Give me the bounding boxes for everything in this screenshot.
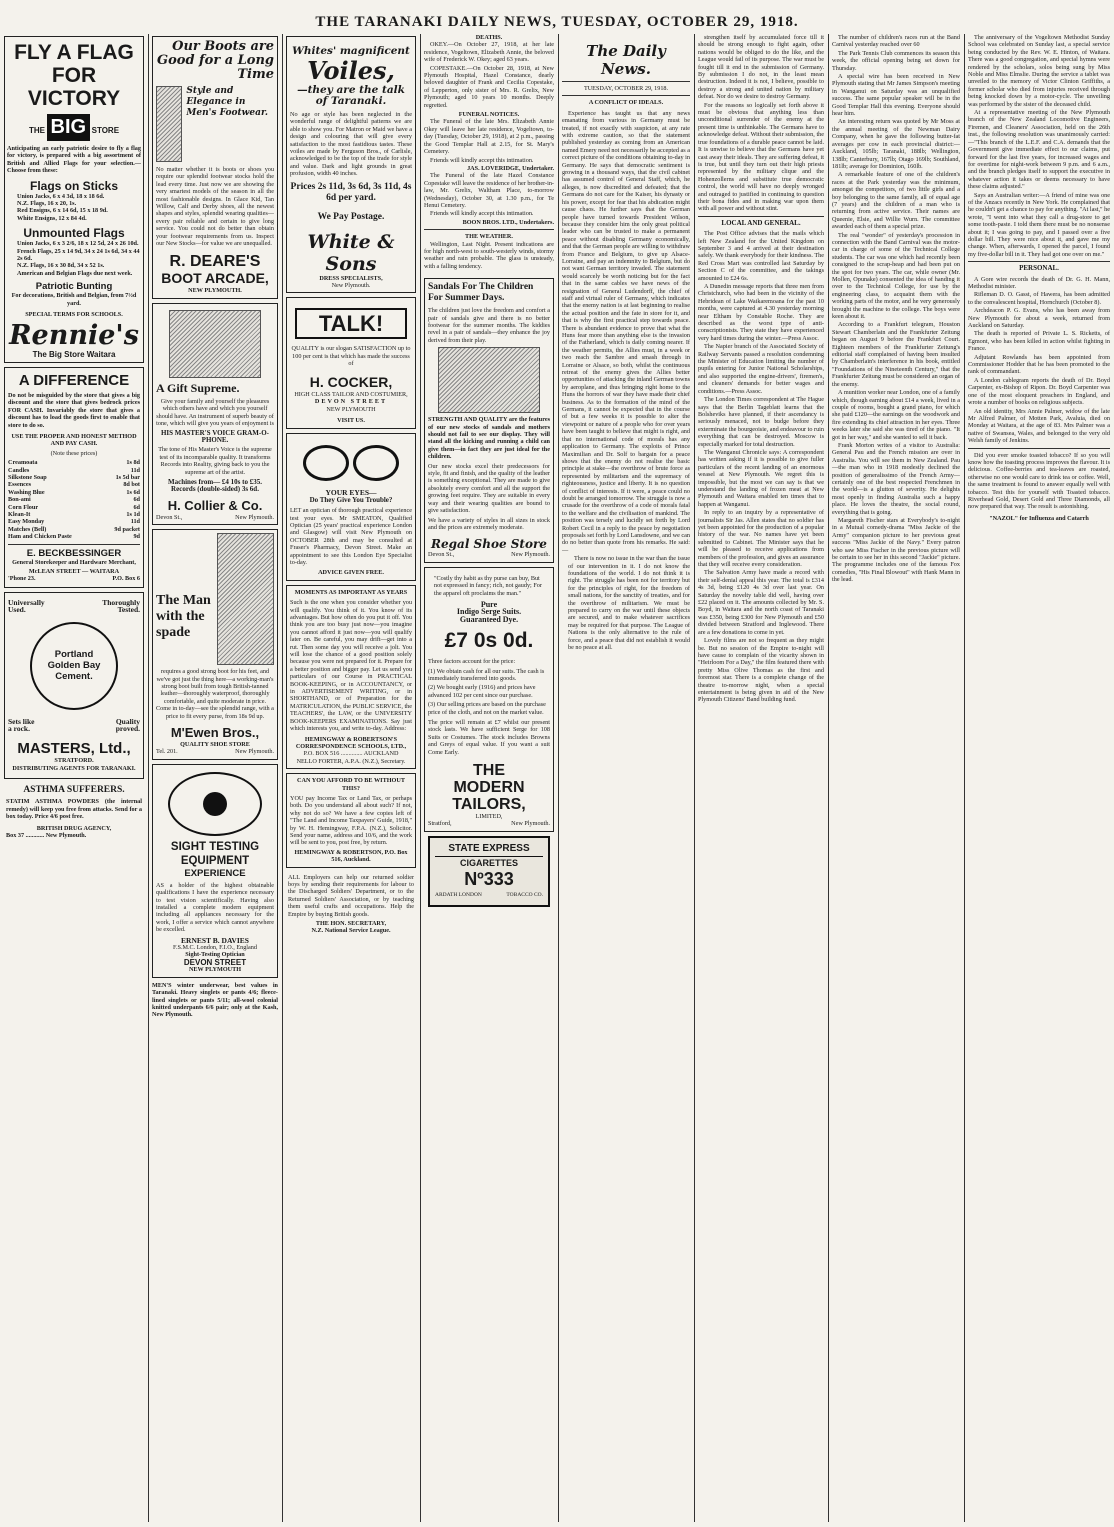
asthma-ad	[4, 783, 144, 841]
state-express-heading: STATE EXPRESS	[435, 843, 543, 857]
price-item-value: 1s 6d	[126, 488, 140, 496]
price-item-name: Essences	[8, 481, 32, 489]
leader-continued: strengthen itself by accumulated force till it should be strong enough to fight again, other nations would be obliged to do the like, and the League would fail of its purpose. The war must be fought till it end in the submission of Germany. By submission I do not, in the least mean destruction. Indeed it is not, I believe, possible to destroy a strong and united nation by military defeat. Nor do we desire to destroy Germany.	[698, 34, 824, 101]
cement-left-3: Sets like	[8, 716, 35, 726]
difference-heading: A DIFFERENCE	[18, 371, 130, 389]
cement-left-2: Used.	[8, 605, 26, 615]
column-6	[698, 34, 824, 1522]
price-item-name: Matches (Bell)	[8, 525, 47, 533]
funeral-copestake: The Funeral of the late Hazel Constance Copestake will leave the residence of her brother-in-law, Mr. Grelix, Waltham Place, to-morrow (Wednesday), October 30, at 1.30 p.m., for Te Henui Cemetery.	[424, 172, 554, 209]
state-number: Nº333	[464, 869, 514, 890]
cement-right-1: Thoroughly	[102, 597, 140, 607]
tax-signature: HEMINGWAY & ROBERTSON, P.O. Box 516, Auckland.	[294, 848, 408, 864]
talk-heading: TALK!	[295, 308, 407, 339]
paper-date: TUESDAY, OCTOBER 29, 1918.	[583, 85, 669, 92]
store-suffix: STORE	[91, 126, 120, 135]
price-item-name: Creamoata	[8, 459, 38, 467]
sight-text: AS a holder of the highest obtainable qualifications I have the experience necessary to test vision scientifically. Having also installed a complete modern equipment including all appliances necessary for the work, I offer a service which cannot anywhere be excelled.	[156, 881, 274, 934]
serge-factor-2: (2) We bought early (1916) and prices have advanced 102 per cent since our purchase.	[428, 684, 536, 699]
local-item: The real "wonder" of yesterday's procession in connection with the Band Carnival was the motor-car in charge of some of the Technical College students. The car was one which had recently been consigned to the scrap-heap and had been put on the spot for two years. The car, while owner (Mr. Mollen, Opunake) consented the idea of handing it over to the Technical College, for use by the engineering class, to acquaint them with the working parts of the motor, and he very generously brought the machine to the college. The boys were keen about it.	[832, 231, 960, 321]
personal-item: Rifleman D. O. Gasst, of Hawera, has been admitted to the convalescent hospital, Hornchurch (October 8).	[968, 291, 1110, 306]
regal-town: New Plymouth.	[511, 551, 550, 559]
cocker-name: H. COCKER,	[309, 373, 393, 390]
price-item-value: 6d	[133, 496, 140, 504]
cocker-street: DEVON STREET	[314, 398, 388, 406]
voiles-heading-1: Whites' magnificent	[292, 45, 410, 57]
state-cigarettes: CIGARETTES	[459, 857, 518, 868]
local-item: A special wire has been received in New Plymouth stating that Mr James Simpson's meeting in Wanganui on Saturday was an unqualified success. The same popular speaker will be in the Good Templar Hall this evening. Everyone should hear him.	[832, 73, 960, 118]
price-row	[8, 518, 140, 525]
boots-text: No matter whether it is boots or shoes you require our splendid footwear stocks hold the lead every time. Just now we are showing the very smartest models of the season in all the most fashionable designs. In Glace Kid, Tan Willow, Calf and Derby shoes, all the newest shapes and styles, splendid wearing qualities—every pair reliable and certain to give long service. You could not do better than obtain your footwear requirements from us. Inspect our New Stocks—for value we are unequalled.	[156, 166, 274, 248]
masters-town: STRATFORD.	[54, 757, 94, 765]
weather-text: Wellington, Last Night. Present indications are for high north-west to south-westerly winds, stormy weather and rain probable. The glass is unsteady, with a falling tendency.	[424, 240, 554, 270]
price-item-value: 9d	[133, 533, 140, 541]
cement-circle	[30, 622, 118, 710]
difference-text: Do not be misguided by the store that gives a big discount and the store that gives bedrock prices FOR CASH. Invariably the store that gives a discount has to load the goods first to enable that store to do so.	[8, 391, 140, 429]
white-sons-town: New Plymouth.	[331, 282, 371, 290]
asthma-agency: BRITISH DRUG AGENCY,	[36, 824, 112, 832]
masters-agents: DISTRIBUTING AGENTS FOR TARANAKI.	[12, 764, 136, 772]
unmounted-flags: Unmounted Flags	[23, 226, 125, 241]
price-row	[8, 496, 140, 503]
deare-arcade: BOOT ARCADE,	[161, 270, 269, 287]
price-item-value: 1s 5d bar	[115, 473, 140, 481]
gift-heading: A Gift Supreme.	[156, 380, 240, 395]
sandals-strength: STRENGTH AND QUALITY are the features of our new stocks of sandals and mothers should not fail to see our display. They will stand all the kicking and running a child can give them—in fact they are just ideal for the children.	[428, 416, 550, 461]
death-notice-okey: OKEY.—On October 27, 1918, at her late residence, Vogeltown, Elizabeth Annie, the beloved wife of Frederick W. Okey; aged 63 years.	[424, 41, 554, 64]
davies-quals: F.S.M.C. London, F.I.O., England	[173, 944, 257, 952]
regal-name: Regal Shoe Store	[431, 537, 547, 552]
list-item: White Ensigns, 12 x 84 4d.	[17, 214, 87, 222]
price-item-value: 11d	[130, 518, 140, 526]
employers-notice	[286, 872, 416, 937]
beckbessinger-box: P.O. Box 6	[112, 575, 140, 583]
leader-quote: There is now no issue in the war than the issue of our intervention in it. I do not know the foundations of the world. I do not think it is right. The struggle has been not for territory but for the principles of right, for the freedom of small nations, for the sanctity of treaties, and for the overthrow of militarism. We must be prepared to carry on the war until these objects are secured, and to make whatever sacrifices may be required for that purpose. The League of Nations is the only alternative to the rule of force, and a peace that did not establish it would be no peace at all.	[568, 555, 690, 652]
modern-heading-2: MODERN	[453, 779, 525, 797]
davies-role: Sight-Testing Optician	[185, 951, 245, 959]
moments-ad	[286, 585, 416, 769]
eyes-ad	[286, 433, 416, 580]
local-item: The Wanganui Chronicle says: A correspondent has written asking if it is possible to give fuller particulars of the recent landing of an enormous weasel at New Plymouth. We regret this is impossible, but the most we can say is that we understand the landing of frozen meat at New Plymouth and Waitara enabled ten times that to happen at Wanganui.	[698, 448, 824, 508]
list-item: French Flags, 25 x 14 9d, 34 x 24 1s 6d, 34 x 44 2s 6d.	[17, 247, 140, 263]
serge-title-1: Pure	[480, 599, 498, 609]
spectacles-icon	[290, 445, 412, 481]
local-item: The Napier branch of the Associated Society of Railway Servants passed a resolution condemning the Minister of Education limiting the number of pupils entering for Junior National Scholarships, and also supported the engine-drivers', firemen's, and cleaners' demands for better wages and conditions.—Press Assoc.	[698, 343, 824, 395]
list-item: Union Jacks, 6 x 4 3d, 18 x 18 6d.	[17, 192, 105, 200]
modern-ltd: LIMITED,	[475, 813, 503, 821]
cement-ad	[4, 592, 144, 779]
personal-item: An old identity, Mrs Annie Palmer, widow of the late Mr Alfred Palmer, of Motten Park, Avaluia, died on Monday at Waitara, at the age of 83. Mrs Palmer was a native of Swansea, Wales, and belonged to the very old Welsh family of Jenkins.	[968, 407, 1110, 445]
voiles-heading-2: Voiles,	[307, 56, 395, 85]
talk-ad	[286, 297, 416, 429]
eye-icon	[168, 772, 262, 836]
serge-title-3: Guaranteed Dye.	[459, 614, 519, 624]
gift-machines: Machines from— £4 10s to £35.	[168, 477, 262, 486]
eyes-advice: ADVICE GIVEN FREE.	[318, 569, 384, 577]
sandals-text-3: We have a variety of styles in all sizes in stock and the prices are extremely moderate.	[428, 516, 550, 531]
sight-heading-1: SIGHT TESTING	[170, 840, 260, 853]
tax-text: YOU pay Income Tax or Land Tax, or perhaps both. Do you understand all about such? If not, why not do so? We have a few copies left of "The Land and Income Taxpayers' Guide, 1918," by W. H. Hemingway, F.P.A. (N.Z.), Solicitor. Send your name, address and 10/6, and the work will be sent to you, post free, by return.	[290, 794, 412, 847]
local-item: Says an Australian writer:—A friend of mine was one of the Anzacs recently in New York. He complained that he couldn't get a chance to pay for anything. "At last," he wrote, "I went into what they call a drug-store to get some tooth-paste. I told them there must be no nonsense about it; I was going to pay, and I passed over a five dollar bill. They were nice about it, and gave me my change. When, afterwards, I opened the parcel, I found my five-dollar bill in it. They had got one over on me."	[968, 191, 1110, 258]
regal-address: Devon St.,	[428, 551, 455, 559]
local-item: The number of children's races run at the Band Carnival yesterday reached over 60	[832, 34, 960, 49]
weather-heading: THE WEATHER.	[465, 233, 513, 241]
flag-heading-2: FOR VICTORY	[27, 64, 121, 110]
list-item: N.Z. Flags, 16 x 20, 1s.	[17, 200, 77, 208]
modern-town-right: New Plymouth.	[511, 820, 550, 828]
local-item: The anniversary of the Vogeltown Methodist Sunday School was celebrated on Sunday last, a special service being conducted by the Rev. W. E. Hinton, of Waitara. There was a good congregation, and special hymns were rendered by the scholars, solos being sung by Miss Noble and Miss Elmslie. During the service a tablet was unveiled to the memory of Victor Clinton Griffiths, a former scholar who died from injuries received through being knocked down by a motor-cycle. The unveiling was performed by the sister of the deceased child.	[968, 34, 1110, 108]
eyes-heading: YOUR EYES—	[325, 488, 377, 498]
davies-street: DEVON STREET	[183, 957, 247, 967]
leader-conclusion: For the reasons so logically set forth above it must be obvious that anything less than unconditional surrender of the enemy at the present time is unthinkable. The Germans have to acknowledge defeat. Without their submission, the true foundations of a durable peace cannot be laid. It is unwise to believe that the Germans have yet cast away their ideals. They are suffering defeat, it is true, but until they turn out their high priests represented by the military clique and the Hohenzollerns and substitute true democratic control, the world will have no deeply wronged and outraged to justified in continuing to question their bona fides and in making war upon them with all power and without stint.	[698, 101, 824, 213]
boots-sub: Style and Elegance in Men's Footwear.	[186, 86, 269, 118]
paper-title: The Daily News.	[586, 42, 666, 78]
boots-ad	[152, 36, 278, 299]
modern-heading-3: TAILORS,	[452, 796, 526, 814]
state-foot-left: ARDATH LONDON	[435, 892, 482, 899]
voiles-ad	[286, 36, 416, 293]
list-item: Red Ensigns, 6 x 14 6d, 15 x 18 9d.	[17, 207, 108, 215]
local-item: Lovely films are not so frequent as they might be. But no session of the Empire to-night will have cause to complain of the vicarity shown in "Heirloom For a Day," the film featured there with pretty Miss Olive Thomas as the first and foremost star. There is a complete change of the theatre to-morrow night, when a special entertainment is being given in aid of the New Plymouth Citizens' Band building fund.	[698, 637, 824, 704]
price-row	[8, 481, 140, 488]
undertaker-2: BOON BROS. LTD., Undertakers.	[462, 218, 554, 226]
price-item-name: Corn Flour	[8, 503, 39, 511]
undertaker-1: JAS. LOVERIDGE, Undertaker.	[467, 164, 554, 172]
sandals-heading: Sandals For The Children For Summer Days.	[428, 282, 534, 304]
local-item: According to a Frankfurt telegram, Houston Stewart Chamberlain and the Frankfurter Zeitung began on August 9 before the Frankfurt Court. Eighteen members of the Frankfurter Zeitung's editorial staff complained of having been insulted by Chamberlain's interference in his book, entitled "Foundations of the Nineteenth Century," that the Frankfurter Zeitung must be considered an organ of the enemy.	[832, 321, 960, 388]
price-item-name: Candles	[8, 466, 30, 474]
talk-text: QUALITY is our slogan SATISFACTION up to 100 per cent is that which has made the success of	[291, 345, 411, 368]
mewen-town: New Plymouth.	[235, 748, 274, 756]
price-row	[8, 526, 140, 533]
list-item: American and Belgian Flags due next week.	[17, 269, 133, 277]
price-item-name: Klean-It	[8, 511, 31, 518]
personal-item: Adjutant Rowlands has been appointed from Commissioner Hodder that he has been promoted to the rank of commandant.	[968, 353, 1110, 376]
davies-name: ERNEST B. DAVIES	[181, 935, 249, 945]
difference-ad	[4, 367, 144, 588]
price-row	[8, 533, 140, 540]
list-item: N.Z. Flags, 16 x 30 8d, 34 x 52 1s.	[17, 262, 105, 270]
voiles-postage: We Pay Postage.	[317, 211, 385, 222]
local-general-heading: LOCAL AND GENERAL.	[721, 218, 801, 227]
price-row	[8, 489, 140, 496]
beckbessinger-address: McLEAN STREET — WAITARA	[28, 568, 120, 576]
voiles-prices: Prices 2s 11d, 3s 6d, 3s 11d, 4s 6d per yard.	[290, 181, 412, 203]
cocker-visit: VISIT US.	[337, 416, 365, 424]
white-sons-name: White & Sons	[307, 230, 395, 275]
serge-factor-1: (1) We obtain cash for all our suits. The cash is immediately transferred into goods.	[428, 667, 545, 682]
store-name: BIG	[47, 114, 91, 141]
voiles-text: No age or style has been neglected in the wonderful range of delightful patterns we are able to show you. For Matron or Maid we have a design and colouring that will give every satisfaction to the most fastidious tastes. These voiles are made by Ferguson Bros., of Carlisle, acknowledged to be the top of the trade for style and value. Dark and light grounds in great profusion, width 40 inches.	[290, 111, 412, 178]
cement-name: Portland Golden Bay Cement.	[47, 649, 101, 683]
collier-name: H. Collier & Co.	[167, 497, 263, 513]
collier-address: Devon St.,	[156, 513, 183, 521]
spade-ad	[152, 529, 278, 760]
personal-item: A Gore wire records the death of Dr. G. H. Mann, Methodist minister.	[968, 275, 1110, 290]
personal-item: The death is reported of Private L. S. Ricketts, of Egmont, who has been killed in action whilst fighting in France.	[968, 330, 1110, 353]
moments-box: P.O. BOX 516 .............. AUCKLAND	[303, 750, 399, 758]
spade-man-illustration	[217, 533, 274, 665]
moments-heading: MOMENTS AS IMPORTANT AS YEARS	[294, 588, 408, 596]
serge-suits-ad	[424, 567, 554, 832]
eyes-text: LET an optician of thorough practical experience test your eyes. Mr SMEATON, Qualified Optician (25 years' practical experience London and Glasgow) will visit New Plymouth on OCTOBER 28th and may be consulted at Fraser's Pharmacy, Devon Street. Make an appointment to see this London Eye Specialist to-day.	[290, 507, 412, 566]
big-store-intro: Anticipating an early patriotic desire to fly a flag for victory, is prepared with a big assortment of British and Allied Flags for your selection.—Choose from these:	[7, 145, 141, 175]
eyes-sub: Do They Give You Trouble?	[309, 495, 393, 504]
serge-text: The price will remain at £7 whilst our present stock lasts. We have sufficient Serge for 108 Suits or Costumes. The stock includes Browns and Greys of equal value. If you want a suit Come Early.	[428, 719, 550, 756]
collier-town: New Plymouth.	[235, 513, 274, 521]
column-2	[152, 34, 278, 1522]
column-3	[286, 34, 416, 1522]
price-item-name: Washing Blue	[8, 488, 45, 496]
gift-text: Give your family and yourself the pleasures which others have and which you yourself should have. An instrument of superb beauty of tone, which will give you years of enjoyment is	[156, 397, 274, 428]
moments-secretary: NELLO FORTER, A.P.A. (N.Z.), Secretary.	[296, 757, 406, 765]
tax-guide-ad	[286, 773, 416, 867]
flags-on-sticks: Flags on Sticks	[29, 178, 119, 193]
funeral-okey-friends: Friends will kindly accept this intimation.	[430, 156, 534, 164]
difference-use: USE THE PROPER AND HONEST METHOD AND PAY CASH.	[11, 432, 137, 448]
mewen-name: M'Ewen Bros.,	[170, 725, 260, 740]
sandals-text: The children just love the freedom and comfort a pair of sandals give and there is no better footwear for the summer months. The kiddies revel in a pair of sandals—they enhance the joy derived from their play.	[428, 307, 550, 344]
state-foot-right: TOBACCO CO.	[506, 892, 543, 899]
gift-records: Records (double-sided) 3s 6d.	[171, 485, 259, 494]
cocker-trade: HIGH CLASS TAILOR AND COSTUMIER,	[294, 390, 408, 398]
leader-heading: A CONFLICT OF IDEALS.	[588, 99, 664, 107]
masters-name: MASTERS, Ltd.,	[17, 740, 131, 758]
white-sons-dress: DRESS SPECIALISTS,	[319, 274, 383, 282]
price-row	[8, 459, 140, 466]
moments-school: HEMINGWAY & ROBERTSON'S CORRESPONDENCE SCHOOLS, LTD.,	[295, 735, 407, 750]
local-item: Frank Morton writes of a visitor to Australia: General Pau and the French mission are over in Australia. You will see them in New Zealand. Pau—the man who in 1918 modestly declined the position of generalissimo of the French Army—certainly one of the best respected Frenchmen in the world—is a glutton of severity. He delights most openly in finding Australia such a happy place. He loves the theatre, the social round, everything that is going.	[832, 441, 960, 516]
spade-text: requires a good strong boot for his feet, and we've got just the thing here—a working-man's strong boot built from tough British-tanned leather—thoroughly waterproof, thoroughly comfortable, and quite moderate in price. Come in to-day—see the splendid range, with a price to fit every purse, from 18s 9d up.	[156, 668, 274, 720]
moments-text: Such is the one when you consider whether you will qualify. You think of it. You know of its advantages. But how often do you put it off. You think you are too busy just now—you imagine you cannot afford it just now—you will qualify later on. Be careful, you may drift—get into a rut. Then some day you will receive a jolt. You will lose the chance of a good position solely because you were not prepared for it. Prepare for a better position and bigger pay. Let us send you particulars of our Course in PRACTICAL BOOK-KEEPING, or in ACCOUNTANCY, or in ADVERTISEMENT WRITING, or in SHORTHAND, or of Preparation for the MATRICULATION, the PUBLIC SERVICE, the TEACHERS', the LAW, or the UNIVERSITY BOOK-KEEPERS EXAMINATIONS. Say just which interests you, and write to-day. Address:	[290, 599, 412, 733]
employers-league: N.Z. National Service League.	[311, 927, 391, 935]
boots-headline: Our Boots are Good for a Long Time	[157, 39, 274, 82]
price-item-name: Bon-ami	[8, 496, 31, 504]
asthma-heading: ASTHMA SUFFERERS.	[23, 785, 125, 796]
cement-right-4: proved.	[115, 724, 140, 734]
local-item: The Park Tennis Club commences its season this week, the official opening being set down for Thursday.	[832, 49, 960, 72]
bunting-text: For decorations, British and Belgian, from 7½d yard.	[11, 292, 137, 307]
special-terms: SPECIAL TERMS FOR SCHOOLS.	[25, 311, 123, 319]
mewen-tel: Tel. 201.	[156, 748, 178, 756]
big-store-ad	[4, 36, 144, 363]
price-item-value: 9d packet	[114, 525, 140, 533]
cement-right-2: Tested.	[117, 605, 140, 615]
price-row	[8, 474, 140, 481]
price-item-name: Easy Monday	[8, 518, 45, 526]
mewen-store: QUALITY SHOE STORE	[180, 741, 250, 748]
leader-text: Experience has taught us that any news emanating from various in Germany must be treated, if not exactly with suspicion, at any rate with extreme caution, so that the statement published yesterday as coming from an American named Emery need not necessarily be accepted as a correct picture of the conditions obtaining to-day in Germany. He says that democratic sentiment is growing in a thousand ways, that the civil cabinet has assumed control of General Staff, which, he alleges, is now discredited and defeated; that the Germans do not care for the Kaiser, his dynasty or his power, except for fear that his abdication might cause chaos. He further says that the German people have turned towards President Wilson, because they consider him the only great political leader who can be trusted to make a permanent peace without disabling Germany economically, and that the German people are willing to withdraw from France and Belgium, to give up Alsace-Lorraine, and pay an indemnity to Belgium, but do not want German territory invaded. The statement would scarcely be worth noticing but for the fact that in the same cables we have news of the resignation of General Ludendorff, the chief of staff and virtual ruler of Germany, which indicates that the enemy nation is at last beginning to realise the actual position and the fate in store for it, and that is why the first practical step towards peace. There is abundant evidence to prove that what the Huns fear more than anything else is the invasion of the Fatherland, which is daily coming nearer. If the weather permits, the Allies must, in a week or two reach the Sambre and smash through in Lorraine or Alsace, so both, whilst the continuous retreat of the enemy gives the Allies better opportunities of attacking the inland German towns by aeroplane, and thus bringing right home to the Huns the horrors of war they have made their chief business. As to the formation of the mind of the Germans, it cannot be expected that in the course of but a few weeks it is possible to alter the viewpoint or nature of a people who for over years have been taught to believe that might is right, and that no international code of morals has any application to Germany. The exploits of Prince Maximilian and Dr. Solf to bargain for a peace shows that the enemy do not realise the basic principle at stake—the overthrow of brute force as represented by militarism and the supremacy of righteousness, justice and liberty. It is no question of conflict of interests. If it were, a peace could no doubt be arranged tomorrow. The struggle is now a crusade for the overthrow of a code of morals fatal to the welfare and the civilisation of mankind. The position was tersely and lucidly set forth by Lord Robert Cecil in a reply to the peace by negotiation proposals set forth by Lord Lansdowne, and we can do no better than quote from his remarks. He said:—	[562, 109, 690, 554]
employers-text: ALL Employers can help our returned soldier boys by sending their requirements for labour to the Discharged Soldiers' Department, or to the Returned Soldiers' Association, or by teaching them useful crafts and occupations. Help the Empire by buying British goods.	[288, 873, 414, 918]
gift-product: HIS MASTER'S VOICE GRAM-O-PHONE.	[160, 428, 270, 444]
serge-title-2: Indigo Serge Suits.	[456, 607, 522, 617]
sandal-illustration	[438, 347, 540, 413]
price-row	[8, 467, 140, 474]
local-item: A Dunedin message reports that three men from Christchurch, who had been in the vicinity of the Hebridean of Lake Waikaremoana for the past 10 months, were captured at 4.30 yesterday morning near Eltham by Constable Roche. They are described as the worst type of anti-conscriptionists. They state they have experienced very hard times during the winter.—Press Assoc.	[698, 283, 824, 342]
underwear-ad: MEN'S winter underwear, best values in Taranaki. Heavy singlets or pants 4/6; fleece-lined singlets or pants 5/11; all-wool colonial knitted underpants 6/6 pair; only at the Kash, New Plymouth.	[152, 981, 278, 1019]
employers-signature: THE HON. SECRETARY,	[315, 920, 387, 928]
local-item: The London Times correspondent at The Hague says that the Berlin Tageblatt learns that the Bolsheviks have planned, if their ascendancy is seriously menaced, not to budge before they exterminate the bourgeoisie, and endeavour to ruin everything that can be destroyed. Moscow is especially marked for total destruction.	[698, 396, 824, 448]
list-item: Union Jacks, 6 x 3 2/6, 18 x 12 5d, 24 x 26 10d.	[17, 240, 139, 248]
cocker-town: NEW PLYMOUTH	[326, 405, 376, 413]
local-item: Margareth Fischer stars at Everybody's to-night in a Mutual comedy-drama "Miss Jackie of the Army" companion picture to her previous great success "Miss Jackie of the Navy." Every patron who saw Miss Fischer in the previous picture will be certain to see her in this second "Jackie" picture. The programme includes one of the famous Fox comedies, "His Final Blowout" with Hank Mann in the lead.	[832, 517, 960, 584]
cement-left-1: Universally	[8, 597, 45, 607]
column-7	[832, 34, 960, 1522]
personal-item: A London cablegram reports the death of Dr. Boyd Carpenter, ex-Bishop of Ripon. Dr. Boyd Carpenter was one of the most eloquent preachers in England, and wrote a number of books on religious subjects.	[968, 376, 1110, 407]
difference-note: (Note these prices)	[50, 449, 98, 457]
deare-name: R. DEARE'S	[169, 253, 261, 271]
modern-heading-1: THE	[473, 762, 505, 780]
masthead: THE TARANAKI DAILY NEWS, TUESDAY, OCTOBER 29, 1918.	[315, 14, 799, 30]
beckbessinger-name: E. BECKBESSINGER	[26, 547, 122, 559]
beckbessinger-trade: General Storekeeper and Hardware Merchant,	[12, 558, 136, 566]
price-row	[8, 511, 140, 518]
funeral-heading: FUNERAL NOTICES.	[458, 111, 520, 119]
cement-right-3: Quality	[115, 716, 140, 726]
spade-heading: The Man with the spade	[156, 593, 211, 641]
local-item: In reply to an inquiry by a representative of journalists Sir Jas. Allen states that no soldier has yet been appointed for the production of a popular history of the war. No names have yet been submitted to Cabinet. The Minister says that he will be pleased to receive applications from members of the profession, and gives an assurance that they will receive every consideration.	[698, 509, 824, 569]
serge-price: £7 0s 0d.	[444, 629, 534, 653]
tobacco-notice: Did you ever smoke toasted tobacco? If so you will know how the toasting process improves the flavour. It is delicious. Coffee-berries and tea-leaves are roasted, otherwise no one would care to drink tea or coffee. Well, the same treatment is found to answer equally well with tobacco. Test this for yourself with Toasted tobacco. Riverhead Gold, Desert Gold and Three Diamonds, all now prepared that way. The result is astonishing.	[968, 451, 1110, 511]
funeral-copestake-friends: Friends will kindly accept this intimation.	[430, 210, 534, 218]
big-store-footer: The Big Store Waitara	[32, 349, 116, 359]
serge-factors: Three factors account for the price:	[428, 658, 516, 666]
local-item: A remarkable feature of one of the children's races at the Park yesterday was the minimum, amongst the competitors, of two little girls and a boy belonging to the same family, all of equal age (7 years) and the children of a man who is returning from active service. Their names are Queenie, Elsie, and Willie Wurn. The committee awarded each of them a special prize.	[832, 171, 960, 231]
voiles-heading-3: —they are the talk of Taranaki.	[297, 84, 405, 107]
tax-heading: CAN YOU AFFORD TO BE WITHOUT THIS?	[297, 777, 405, 792]
rennies-logo: Rennie's	[9, 319, 139, 351]
asthma-box: Box 37 ............ New Plymouth.	[6, 831, 87, 839]
sight-testing-ad	[152, 764, 278, 978]
local-item: At a representative meeting of the New Plymouth branch of the New Zealand Locomotive Engineers, Firemen, and Cleaners' Association, held on the 26th inst., the following resolution was unanimously carried:—"This branch of the L.E.F. and C.A. demands that the Government give immediate effect to our claims, put forward for the last five years, for increased wages and for overtime for night-work between 9 p.m. and 6 a.m., and the branch pledges itself to support the executive in whatever action it takes or deems necessary to have these claims adjusted."	[968, 109, 1110, 191]
price-item-name: Ham and Chicken Paste	[8, 533, 72, 541]
deare-town: NEW PLYMOUTH.	[188, 287, 242, 295]
price-item-value: 6d	[133, 503, 140, 511]
sight-heading-3: EXPERIENCE	[184, 867, 246, 879]
nazol-notice: "NAZOL" for Influenza and Catarrh	[989, 514, 1089, 522]
patriotic-bunting: Patriotic Bunting	[35, 281, 113, 293]
gift-ad	[152, 303, 278, 525]
personal-item: Archdeacon P. G. Evans, who has been away from New Plymouth for about a week, returned from Auckland on Saturday.	[968, 307, 1110, 330]
boot-illustration	[156, 86, 182, 162]
davies-town: NEW PLYMOUTH	[188, 966, 242, 974]
gramophone-illustration	[169, 310, 261, 378]
sight-heading-2: EQUIPMENT	[180, 854, 250, 867]
price-item-value: 1s 8d	[126, 459, 140, 467]
local-item: The Salvation Army have made a record with their self-denial appeal this year. The total is £314 4s 3d, being £120 4s 3d over last year. On Saturday the novelty table did well, having over £22 placed on it. The amounts collected by Mr. S. Boyd, in Waitara and the north coast of Taranaki was £350, being £300 for New Plymouth and £50 divided between Stratford and Inglewood. There are a few donations to come in yet.	[698, 569, 824, 636]
cement-left-4: a rock.	[8, 724, 30, 734]
price-item-name: Silkstone Soap	[8, 473, 47, 481]
state-express-ad	[428, 836, 550, 907]
modern-town-left: Stratford,	[428, 820, 452, 828]
price-list	[8, 459, 140, 540]
local-item: A munition worker near London, one of a family which, though earning about £14 a week, lived in a couple of rooms, bought a grand piano, for which she paid £120—the earnings on the woodwork and fire extending its chief attraction in her eyes. Three weeks later she said she was tired of the piano. "It got in her way," and she wanted to sell it back.	[832, 389, 960, 441]
local-item: An interesting return was quoted by Mr Moss at the annual meeting of the Newman Dairy Company, when he gave the following butter-fat averages per cow in each provincial district:—Auckland, 105lb; Taranaki, 188lb; Wellington, 138lb; Canterbury, 167lb; Otago 169lb; Southland, 181lb; average for Dominion, 160lb.	[832, 118, 960, 170]
column-1	[4, 34, 144, 1522]
death-notice-copestake: COPESTAKE.—On October 28, 1918, at New Plymouth Hospital, Hazel Constance, dearly beloved daughter of Frank and Cecilia Copestake, of Lepperton, only sister of Mrs. R. Grelix, New Plymouth; aged 10 years 10 months. Deeply regretted.	[424, 64, 554, 109]
price-row	[8, 504, 140, 511]
price-item-value: 11d	[130, 466, 140, 474]
price-item-value: 8d bot	[123, 481, 140, 489]
price-item-value: 1s 1d	[126, 511, 140, 518]
personal-heading: PERSONAL.	[1019, 264, 1059, 273]
flag-heading-1: FLY A FLAG	[14, 41, 134, 64]
gift-text-2: The tone of His Master's Voice is the supreme test of its incomparable quality. It transforms Records into Reality, giving back to you the supreme art of the artist.	[158, 446, 272, 476]
column-5	[562, 34, 690, 1522]
asthma-text: STATIM ASTHMA POWDERS (the internal remedy) will keep you free from attacks. Send for a box today. Price 4/6 post free.	[6, 798, 142, 821]
sandals-text-2: Our new stocks excel their predecessors for style, fit and finish, and the quality of the leather is something exceptional. They are made to give absolutely every comfort and all the support the growing feet require. They are suitable in every way and their wearing qualities are bound to give satisfaction.	[428, 462, 550, 515]
local-item: The Post Office advises that the mails which left New Zealand for the United Kingdom on September 3 and 4 arrived at their destination safely. We thank everybody for their kindness. The Red Cross Mart was controlled last Saturday by Section C of the committee, and the takings amounted to £24 6s.	[698, 230, 824, 282]
deaths-heading: DEATHS.	[475, 34, 503, 41]
funeral-okey: The Funeral of the late Mrs. Elizabeth Annie Okey will leave her late residence, Vogeltown, to-day (Tuesday, October 29, 1918), at 2 p.m., passing the Good Templar Hall at 2.15, for St. Mary's Cemetery.	[424, 118, 554, 156]
column-4	[424, 34, 554, 1522]
store-prefix: THE	[28, 126, 45, 135]
column-8	[968, 34, 1110, 1522]
sandals-ad	[424, 278, 554, 563]
beckbessinger-phone: 'Phone 23.	[8, 575, 36, 583]
shakespeare-quote: "Costly thy habit as thy purse can buy, But not expressed in fancy; rich, not gaudy; For the apparel oft proclaims the man."	[434, 574, 542, 597]
serge-factor-3: (3) Our selling prices are based on the purchase price of the cloth, and not on the market value.	[428, 701, 546, 716]
